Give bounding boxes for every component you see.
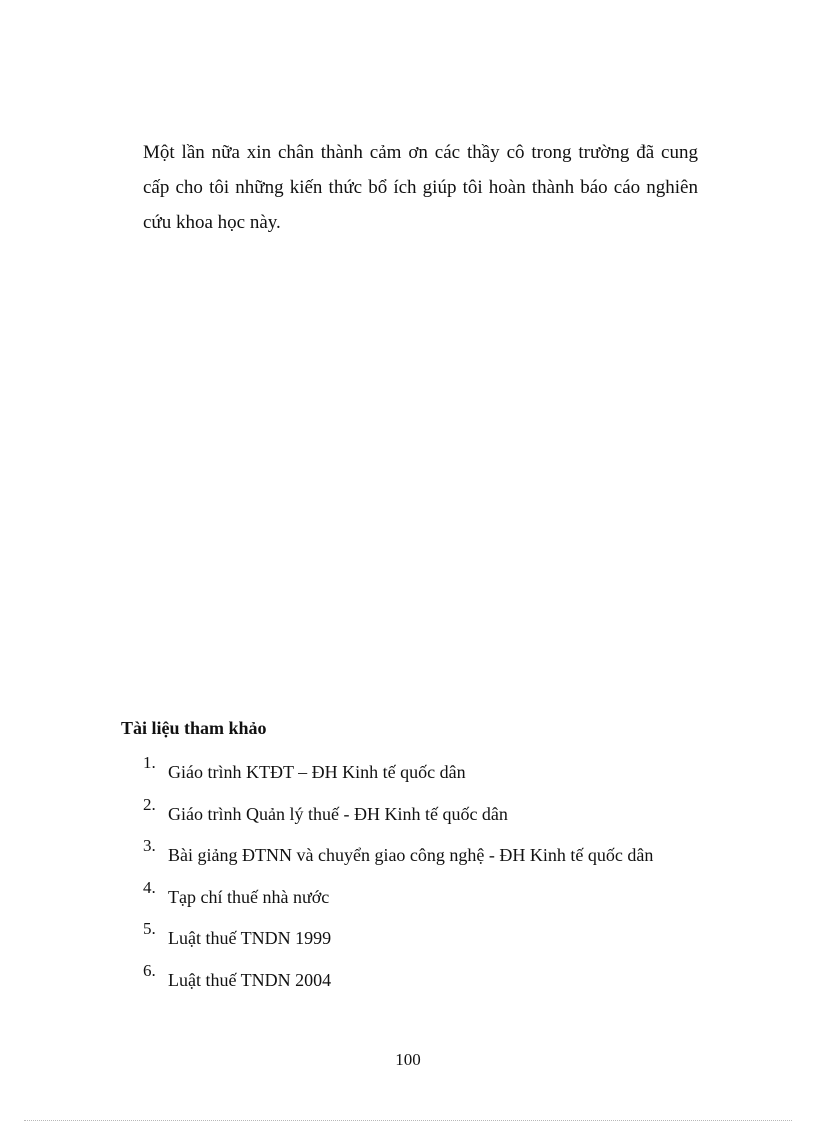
reference-text: Luật thuế TNDN 2004 (168, 969, 332, 990)
reference-item (143, 879, 653, 921)
reference-text: Bài giảng ĐTNN và chuyển giao công nghệ - ĐH Kinh tế quốc dân (168, 845, 654, 866)
reference-text: Tạp chí thuế nhà nước (168, 886, 330, 907)
reference-number: 5. (143, 919, 156, 939)
page-number: 100 (395, 1050, 421, 1069)
reference-text: Luật thuế TNDN 1999 (168, 928, 332, 949)
reference-number: 1. (143, 753, 156, 772)
reference-item (143, 837, 653, 879)
reference-text: Giáo trình KTĐT – ĐH Kinh tế quốc dân (168, 762, 466, 782)
reference-number: 3. (143, 836, 156, 856)
reference-item (143, 920, 653, 962)
reference-number: 2. (143, 794, 156, 814)
acknowledgement-paragraph: Một lần nữa xin chân thành cảm ơn các thầy cô trong trường đã cung cấp cho tôi những kiến thức bổ ích giúp tôi hoàn thành báo cáo nghiên cứu khoa học này. (143, 142, 698, 233)
page-bottom-divider (24, 1120, 792, 1121)
reference-number: 4. (143, 877, 156, 897)
reference-item (143, 962, 653, 1004)
reference-item (143, 754, 653, 796)
reference-item (143, 796, 653, 838)
references-heading: Tài liệu tham khảo (121, 718, 267, 738)
reference-text: Giáo trình Quản lý thuế - ĐH Kinh tế quốc dân (168, 803, 508, 824)
reference-number: 6. (143, 960, 156, 980)
references-list (143, 754, 653, 1004)
